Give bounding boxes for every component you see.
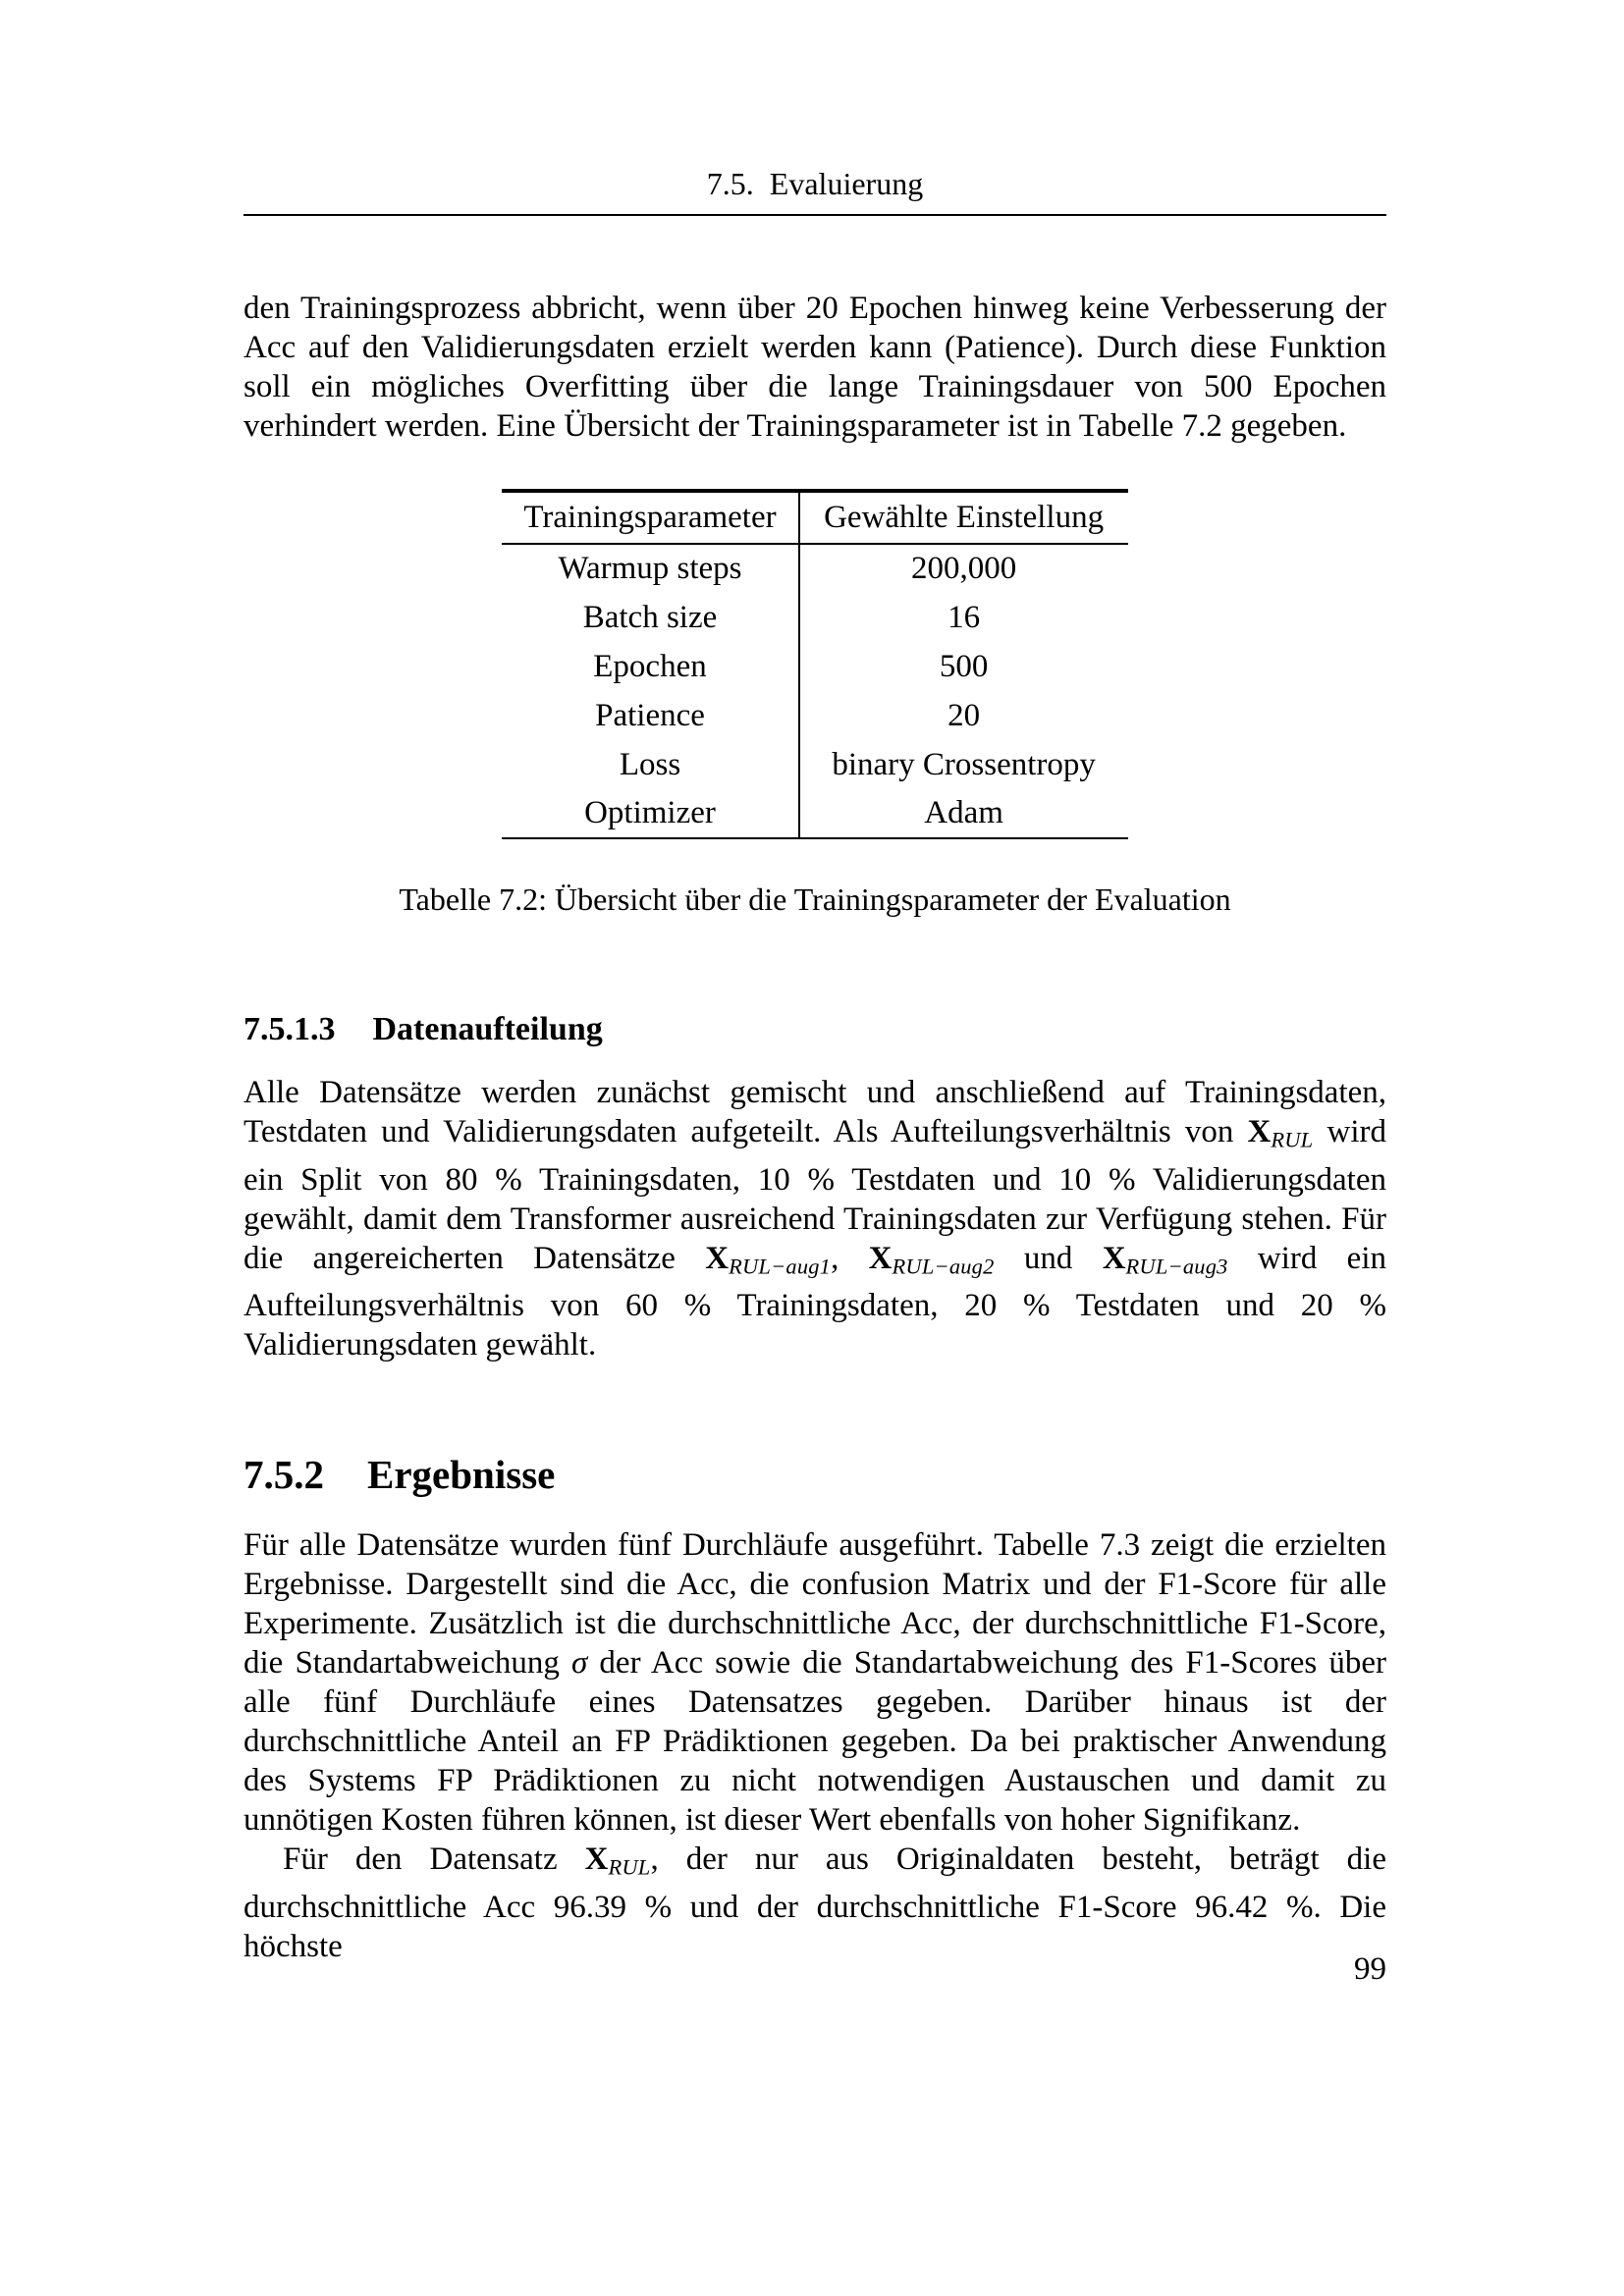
table-cell-value: 20 xyxy=(947,697,981,733)
running-header xyxy=(244,165,1386,202)
header-rule xyxy=(244,214,1386,216)
table-cell-value: 500 xyxy=(939,648,989,684)
table-cell-value: Adam xyxy=(924,795,1003,830)
running-header-title: Evaluierung xyxy=(769,166,924,201)
section-title: Ergebnisse xyxy=(367,1452,556,1498)
table-container xyxy=(244,489,1386,839)
training-parameters-table xyxy=(502,489,1127,839)
table-cell-param: Optimizer xyxy=(502,789,798,838)
table-cell-param: Patience xyxy=(502,691,798,740)
section-number: 7.5.2 xyxy=(244,1452,324,1498)
ergebnisse-paragraph-2: Für den Datensatz XRUL, der nur aus Originaldaten besteht, beträgt die durchschnittliche Acc 96.39 % und der durchschnittliche F1-Score 96.42 %. Die höchste xyxy=(244,1842,1386,1964)
table-cell-value: 200,000 xyxy=(910,551,1017,586)
table-header-row xyxy=(502,491,1127,544)
intro-paragraph: den Trainingsprozess abbricht, wenn über 20 Epochen hinweg keine Verbesserung der Acc auf den Validierungsdaten erzielt werden kann (Patience). Durch diese Funktion soll ein mögliches Overfitting über die lange Trainingsdauer von 500 Epochen verhindert werden. Eine Übersicht der Trainingsparameter ist in Tabelle 7.2 gegeben. xyxy=(244,291,1386,444)
page-number: 99 xyxy=(1354,1951,1386,1987)
table-cell-param: Warmup steps xyxy=(502,544,798,593)
section-number: 7.5.1.3 xyxy=(244,1011,336,1047)
section-heading-datenaufteilung xyxy=(244,1010,1386,1049)
table-col-header-setting: Gewählte Einstellung xyxy=(824,500,1105,535)
table-cell-param: Loss xyxy=(502,740,798,789)
section-heading-ergebnisse xyxy=(244,1451,1386,1498)
table-cell-value: 16 xyxy=(947,599,981,635)
table-col-header-parameter: Trainingsparameter xyxy=(502,491,798,544)
section-title: Datenaufteilung xyxy=(372,1011,603,1047)
table-caption: Tabelle 7.2: Übersicht über die Trainingsparameter der Evaluation xyxy=(399,881,1231,917)
table-row xyxy=(502,740,1127,789)
ergebnisse-paragraph-1: Für alle Datensätze wurden fünf Durchläufe ausgeführt. Tabelle 7.3 zeigt die erzielten Ergebnisse. Dargestellt sind die Acc, die confusion Matrix und der F1-Score für alle Experimente. Zusätzlich ist die durchschnittliche Acc, der durchschnittliche F1-Score, die Standartabweichung σ der Acc sowie die Standartabweichung des F1-Scores über alle fünf Durchläufe eines Datensatzes gegeben. Darüber hinaus ist der durchschnittliche Anteil an FP Prädiktionen gegeben. Da bei praktischer Anwendung des Systems FP Prädiktionen zu nicht notwendigen Austauschen und damit zu unnötigen Kosten führen können, ist dieser Wert ebenfalls von hoher Signifikanz. xyxy=(244,1527,1387,1839)
content-column xyxy=(244,0,1386,1966)
datenaufteilung-paragraph: Alle Datensätze werden zunächst gemischt und anschließend auf Trainingsdaten, Testdaten und Validierungsdaten aufgeteilt. Als Aufteilungsverhältnis von XRUL wird ein Split von 80 % Trainingsdaten, 10 % Testdaten und 10 % Validierungsdaten gewählt, damit dem Transformer ausreichend Trainingsdaten zur Verfügung stehen. Für die angereicherten Datensätze XRUL−aug1, XRUL−aug2 und XRUL−aug3 wird ein Aufteilungsverhältnis von 60 % Trainingsdaten, 20 % Testdaten und 20 % Validierungsdaten gewählt. xyxy=(244,1075,1386,1363)
table-cell-value: binary Crossentropy xyxy=(832,746,1096,782)
table-row xyxy=(502,593,1127,642)
table-row xyxy=(502,642,1127,691)
table-row xyxy=(502,789,1127,838)
table-row xyxy=(502,544,1127,593)
table-row xyxy=(502,691,1127,740)
table-cell-param: Epochen xyxy=(502,642,798,691)
table-cell-param: Batch size xyxy=(502,593,798,642)
running-header-section-number: 7.5. xyxy=(706,166,754,201)
